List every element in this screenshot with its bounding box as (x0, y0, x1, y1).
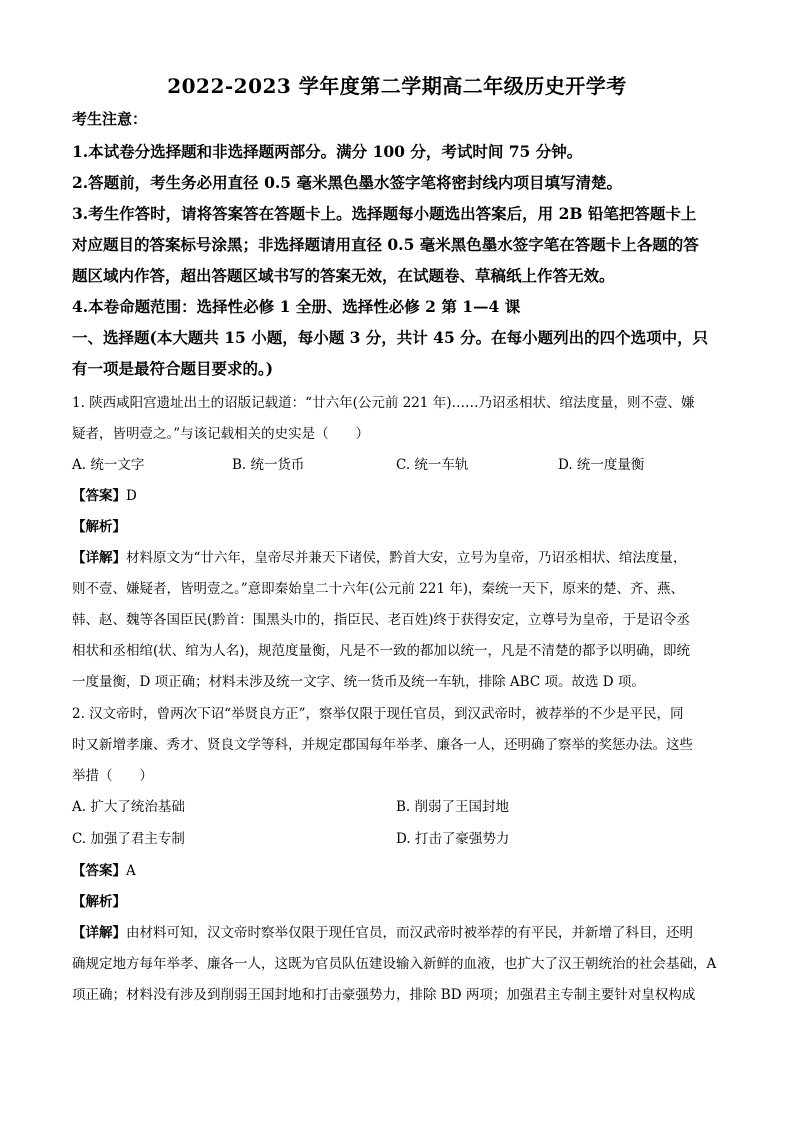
q1-detail-tag: 【详解】 (72, 550, 126, 566)
q2-answer (72, 859, 136, 879)
q2-detail-tag: 【详解】 (72, 925, 126, 941)
q2-option-d: D. 打击了豪强势力 (396, 831, 510, 847)
q1-detail-line-1 (72, 546, 686, 566)
section-heading-line-1: 一、选择题(本大题共 15 小题，每小题 3 分，共计 45 分。在每小题列出的四个选项中，只 (72, 328, 709, 347)
notice-line-4: 对应题目的答案标号涂黑；非选择题请用直径 0.5 毫米黑色墨水签字笔在答题卡上各题的答 (72, 235, 699, 254)
q2-detail-line-1 (72, 921, 693, 941)
q1-analysis-tag: 【解析】 (72, 519, 126, 535)
notice-line-5: 题区域内作答，超出答题区域书写的答案无效，在试题卷、草稿纸上作答无效。 (72, 266, 615, 285)
q2-stem-line-1: 2. 汉文帝时，曾两次下诏“举贤良方正”，察举仅限于现任官员，到汉武帝时，被荐举的不少是平民，同 (72, 706, 684, 722)
q1-option-b: B. 统一货币 (232, 457, 305, 473)
q2-stem-line-2: 时又新增孝廉、秀才、贤良文学等科，并规定郡国每年举孝、廉各一人，还明确了察举的奖惩办法。这些 (72, 737, 693, 753)
q2-option-c: C. 加强了君主专制 (72, 831, 185, 847)
q2-detail-line-2: 确规定地方每年举孝、廉各一人，这既为官员队伍建设输入新鲜的血液，也扩大了汉王朝统治的社会基础，A (72, 956, 717, 972)
notice-line-6: 4.本卷命题范围：选择性必修 1 全册、选择性必修 2 第 1—4 课 (72, 297, 521, 316)
notice-line-1: 1.本试卷分选择题和非选择题两部分。满分 100 分，考试时间 75 分钟。 (72, 142, 583, 161)
section-heading-line-2: 有一项是最符合题目要求的。) (72, 359, 274, 378)
q1-detail-line-2: 则不壹、嫌疑者，皆明壹之。”意即秦始皇二十六年(公元前 221 年)，秦统一天下，原来的楚、齐、燕、 (72, 581, 685, 597)
q1-detail-line-4: 相状和丞相绾(状、绾为人名)，规范度量衡，凡是不一致的都加以统一，凡是不清楚的都予以明确，即统 (72, 643, 691, 659)
q1-detail-text-1: 材料原文为“廿六年，皇帝尽并兼天下诸侯，黔首大安，立号为皇帝，乃诏丞相状、绾法度量， (126, 550, 687, 566)
q2-option-a: A. 扩大了统治基础 (72, 799, 185, 815)
q1-detail-line-5: 一度量衡，D 项正确；材料未涉及统一文字、统一货币及统一车轨，排除 ABC 项。故选 D 项。 (72, 674, 645, 690)
q1-answer (72, 484, 137, 504)
q1-stem-line-2: 疑者，皆明壹之。”与该记载相关的史实是（ ） (72, 426, 370, 442)
q2-option-b: B. 削弱了王国封地 (396, 799, 510, 815)
q1-option-a: A. 统一文字 (72, 457, 145, 473)
q2-detail-line-3: 项正确；材料没有涉及到削弱王国封地和打击豪强势力，排除 BD 两项；加强君主专制主要针对皇权构成 (72, 987, 696, 1003)
notice-line-3: 3.考生作答时，请将答案答在答题卡上。选择题每小题选出答案后，用 2B 铅笔把答题卡上 (72, 204, 697, 223)
page-title: 2022-2023 学年度第二学期高二年级历史开学考 (167, 74, 627, 98)
notice-heading: 考生注意： (72, 110, 148, 128)
q2-answer-tag: 【答案】 (72, 863, 126, 879)
q1-answer-value: D (126, 488, 137, 504)
q1-detail-line-3: 韩、赵、魏等各国臣民(黔首：围黑头巾的，指臣民、老百姓)终于获得安定，立尊号为皇帝，于是诏令丞 (72, 612, 691, 628)
notice-line-2: 2.答题前，考生务必用直径 0.5 毫米黑色墨水签字笔将密封线内项目填写清楚。 (72, 173, 622, 192)
q2-answer-value: A (126, 863, 136, 879)
q2-detail-text-1: 由材料可知，汉文帝时察举仅限于现任官员，而汉武帝时被举荐的有平民，并新增了科目，还明 (126, 925, 693, 941)
q1-option-c: C. 统一车轨 (396, 457, 469, 473)
q2-stem-line-3: 举措（ ） (72, 768, 153, 784)
q2-analysis-tag: 【解析】 (72, 894, 126, 910)
q1-stem-line-1: 1. 陕西咸阳宫遗址出土的诏版记载道：“廿六年(公元前 221 年)……乃诏丞相状、绾法度量，则不壹、嫌 (72, 395, 695, 411)
q1-answer-tag: 【答案】 (72, 488, 126, 504)
q1-option-d: D. 统一度量衡 (558, 457, 645, 473)
